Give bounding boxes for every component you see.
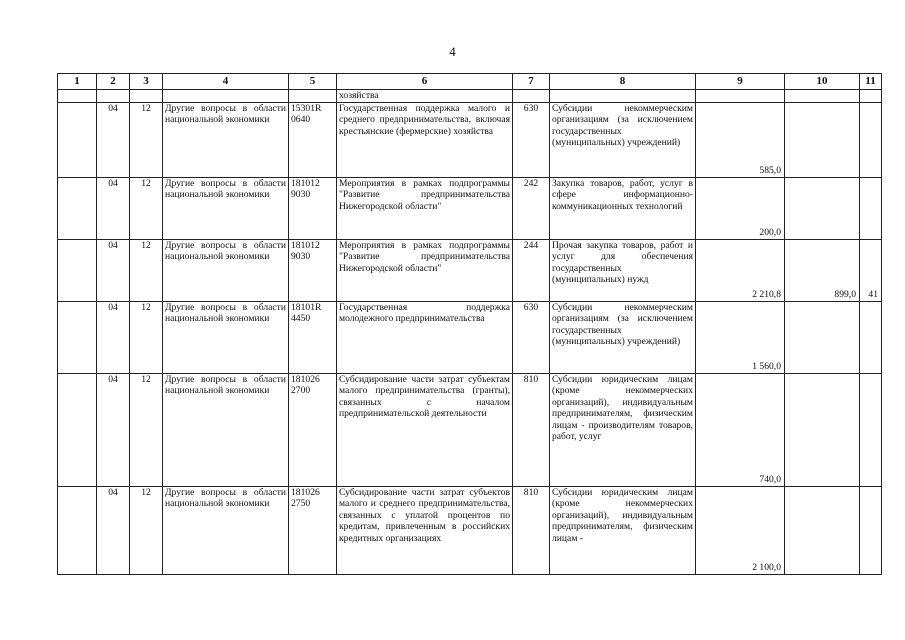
amount-col10 — [785, 177, 860, 239]
amount-col10 — [785, 486, 860, 574]
expense-type: 810 — [513, 486, 550, 574]
subsection-name: Другие вопросы в области национальной экономики — [163, 373, 289, 486]
expense-type-name: Субсидии юридическим лицам (кроме некоммерческих организаций), индивидуальным предпринимателям, физическим лицам - — [550, 486, 696, 574]
subsection-code: 12 — [130, 486, 163, 574]
header-cell: 1 — [58, 74, 97, 90]
header-cell: 6 — [337, 74, 513, 90]
page-number: 4 — [449, 44, 456, 59]
subsection-name: Другие вопросы в области национальной экономики — [163, 177, 289, 239]
subsection-code: 12 — [130, 373, 163, 486]
article-name: Субсидирование части затрат субъектам малого предпринимательства (гранты), связанных с началом предпринимательской деятельности — [337, 373, 513, 486]
expense-type-name: Закупка товаров, работ, услуг в сфере информационно-коммуникационных технологий — [550, 177, 696, 239]
amount-col10 — [785, 301, 860, 373]
subsection-code: 12 — [130, 301, 163, 373]
col1-cell — [58, 177, 97, 239]
table-row — [58, 373, 882, 486]
expense-type: 244 — [513, 239, 550, 301]
amount-col9: 2 210,8 — [696, 239, 785, 301]
article-name: Государственная поддержка молодежного предпринимательства — [337, 301, 513, 373]
expense-type: 630 — [513, 301, 550, 373]
section-code: 04 — [97, 177, 130, 239]
header-cell: 3 — [130, 74, 163, 90]
table-row — [58, 301, 882, 373]
table-row — [58, 239, 882, 301]
amount-col11 — [860, 177, 882, 239]
amount-col9: 1 560,0 — [696, 301, 785, 373]
amount-col11 — [860, 486, 882, 574]
amount-col9: 2 100,0 — [696, 486, 785, 574]
section-code: 04 — [97, 301, 130, 373]
header-cell: 8 — [550, 74, 696, 90]
subsection-name: Другие вопросы в области национальной экономики — [163, 102, 289, 177]
target-article: 181012 9030 — [289, 239, 337, 301]
section-code: 04 — [97, 486, 130, 574]
article-name: Субсидирование части затрат субъектов малого и среднего предпринимательства, связанных с уплатой процентов по кредитам, привлеченным в российских кредитных организациях — [337, 486, 513, 574]
article-name: Государственная поддержка малого и среднего предпринимательства, включая крестьянские (фермерские) хозяйства — [337, 102, 513, 177]
expense-type-name: Субсидии некоммерческим организациям (за исключением государственных (муниципальных) учреждений) — [550, 301, 696, 373]
col1-cell — [58, 102, 97, 177]
header-row — [58, 74, 882, 90]
target-article: 181026 2750 — [289, 486, 337, 574]
continuation-row — [58, 90, 882, 103]
expense-type: 242 — [513, 177, 550, 239]
header-cell: 2 — [97, 74, 130, 90]
expense-type: 810 — [513, 373, 550, 486]
col1-cell — [58, 486, 97, 574]
header-cell: 4 — [163, 74, 289, 90]
amount-col11 — [860, 373, 882, 486]
subsection-code: 12 — [130, 239, 163, 301]
target-article: 18101R 4450 — [289, 301, 337, 373]
target-article: 15301R 0640 — [289, 102, 337, 177]
target-article: 181026 2700 — [289, 373, 337, 486]
expense-type: 630 — [513, 102, 550, 177]
amount-col11 — [860, 102, 882, 177]
amount-col11 — [860, 301, 882, 373]
col1-cell — [58, 373, 97, 486]
table-row — [58, 177, 882, 239]
subsection-code: 12 — [130, 102, 163, 177]
section-code: 04 — [97, 239, 130, 301]
amount-col10: 899,0 — [785, 239, 860, 301]
article-name: Мероприятия в рамках подпрограммы "Развитие предпринимательства Нижегородской области" — [337, 177, 513, 239]
amount-col10 — [785, 373, 860, 486]
subsection-code: 12 — [130, 177, 163, 239]
header-cell: 9 — [696, 74, 785, 90]
subsection-name: Другие вопросы в области национальной экономики — [163, 239, 289, 301]
table-row — [58, 102, 882, 177]
target-article: 181012 9030 — [289, 177, 337, 239]
article-name: Мероприятия в рамках подпрограммы "Развитие предпринимательства Нижегородской области" — [337, 239, 513, 301]
amount-col9: 585,0 — [696, 102, 785, 177]
header-cell: 10 — [785, 74, 860, 90]
amount-col9: 740,0 — [696, 373, 785, 486]
table-row — [58, 486, 882, 574]
col1-cell — [58, 239, 97, 301]
subsection-name: Другие вопросы в области национальной экономики — [163, 301, 289, 373]
section-code: 04 — [97, 102, 130, 177]
section-code: 04 — [97, 373, 130, 486]
budget-table — [57, 73, 882, 575]
subsection-name: Другие вопросы в области национальной экономики — [163, 486, 289, 574]
continuation-text: хозяйства — [337, 90, 513, 103]
col1-cell — [58, 301, 97, 373]
expense-type-name: Прочая закупка товаров, работ и услуг для обеспечения государственных (муниципальных) нужд — [550, 239, 696, 301]
header-cell: 5 — [289, 74, 337, 90]
header-cell: 11 — [860, 74, 882, 90]
expense-type-name: Субсидии некоммерческим организациям (за исключением государственных (муниципальных) учреждений) — [550, 102, 696, 177]
amount-col10 — [785, 102, 860, 177]
expense-type-name: Субсидии юридическим лицам (кроме некоммерческих организаций), индивидуальным предпринимателям, физическим лицам - производителям товаров, работ, услуг — [550, 373, 696, 486]
amount-col11: 41 — [860, 239, 882, 301]
header-cell: 7 — [513, 74, 550, 90]
amount-col9: 200,0 — [696, 177, 785, 239]
